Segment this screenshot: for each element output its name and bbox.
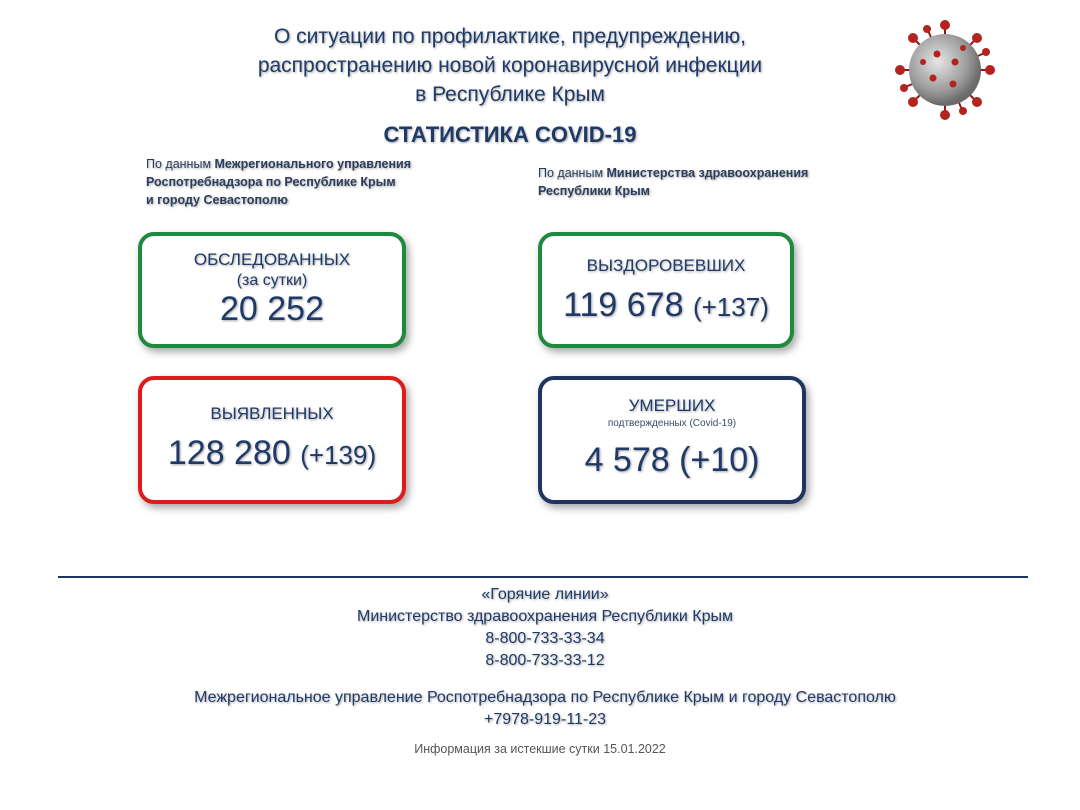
- recovered-label: ВЫЗДОРОВЕВШИХ: [586, 256, 746, 275]
- title-line-3: в Республике Крым: [415, 83, 605, 106]
- divider: [58, 576, 1028, 578]
- rospotreb-block: [100, 687, 990, 731]
- recovered-delta: (+137): [692, 292, 769, 322]
- recovered-value: 119 678: [563, 286, 684, 324]
- page-title: [200, 22, 820, 109]
- deaths-sub: подтвержденных (Covid-19): [607, 418, 737, 429]
- statistics-heading: СТАТИСТИКА COVID-19: [383, 122, 637, 147]
- deaths-label: УМЕРШИХ: [628, 396, 716, 415]
- source-left-line-1: Межрегионального управления: [214, 157, 412, 171]
- deaths-delta: (+10): [679, 441, 760, 479]
- ministry-phone-2: 8-800-733-33-12: [485, 652, 605, 669]
- detected-value-row: [142, 434, 402, 473]
- source-right-line-1: Министерства здравоохранения: [606, 166, 809, 180]
- hotlines-block: [100, 584, 990, 672]
- recovered-card: [538, 232, 794, 348]
- source-right-line-2: Республики Крым: [538, 184, 650, 198]
- source-right-prefix: По данным: [538, 166, 607, 180]
- deaths-value: 4 578: [584, 441, 670, 479]
- ministry-phone-1: 8-800-733-33-34: [485, 630, 605, 647]
- rospotreb-name: Межрегиональное управление Роспотребнадзора по Республике Крым и городу Севастополю: [194, 689, 896, 706]
- info-date-note: Информация за истекшие сутки 15.01.2022: [414, 742, 666, 756]
- coronavirus-icon: [893, 18, 997, 122]
- source-right: [538, 164, 858, 200]
- detected-label: ВЫЯВЛЕННЫХ: [210, 404, 334, 423]
- examined-value: 20 252: [220, 290, 324, 328]
- examined-label: ОБСЛЕДОВАННЫХ: [193, 250, 351, 269]
- source-left: [146, 155, 446, 209]
- rospotreb-phone: +7978-919-11-23: [483, 711, 607, 728]
- title-line-2: распространению новой коронавирусной инфекции: [257, 54, 763, 77]
- source-left-line-2: Роспотребнадзора по Республике Крым: [146, 175, 396, 189]
- ministry-name: Министерство здравоохранения Республики Крым: [357, 608, 733, 625]
- title-line-1: О ситуации по профилактике, предупреждению,: [273, 25, 747, 48]
- detected-delta: (+139): [300, 440, 377, 470]
- deaths-value-row: [542, 441, 802, 480]
- examined-sub: (за сутки): [236, 272, 308, 289]
- detected-card: [138, 376, 406, 504]
- detected-value: 128 280: [167, 434, 291, 472]
- hotlines-title: «Горячие линии»: [481, 586, 609, 603]
- source-left-line-3: и городу Севастополю: [146, 193, 288, 207]
- examined-card: [138, 232, 406, 348]
- recovered-value-row: [542, 286, 790, 325]
- deaths-card: [538, 376, 806, 504]
- source-left-prefix: По данным: [146, 157, 215, 171]
